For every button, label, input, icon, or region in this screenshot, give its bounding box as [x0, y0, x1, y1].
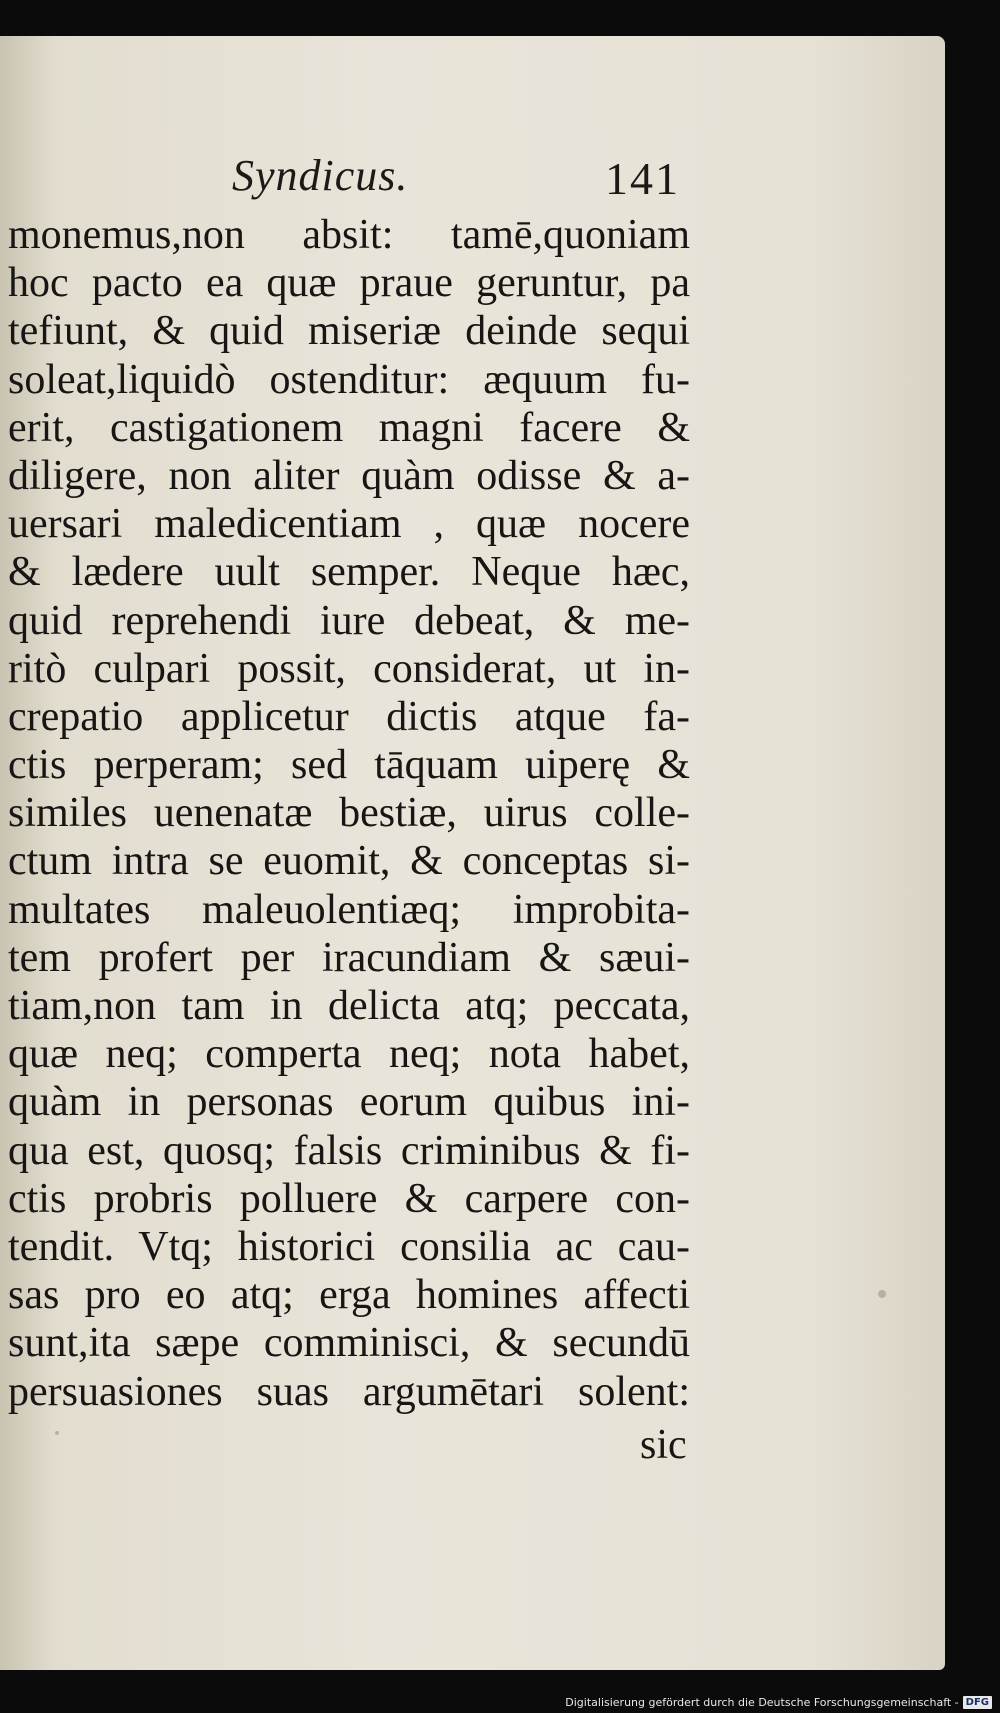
catchword: sic — [640, 1422, 687, 1468]
text-line: erit, castigationem magni facere & — [8, 404, 690, 451]
text-line: qua est, quosq; falsis criminibus & fi- — [8, 1127, 690, 1174]
text-line: monemus,non absit: tamē,quoniam — [8, 212, 690, 258]
text-line: similes uenenatæ bestiæ, uirus colle- — [8, 790, 690, 837]
text-line: tendit. Vtq; historici consilia ac cau- — [8, 1223, 690, 1270]
dfg-logo-icon: DFG — [963, 1696, 992, 1709]
text-line: tefiunt, & quid miseriæ deinde sequi — [8, 308, 690, 355]
digitization-credit — [565, 1696, 992, 1709]
text-line: quàm in personas eorum quibus ini- — [8, 1079, 690, 1126]
text-line: tiam,non tam in delicta atq; peccata, — [8, 983, 690, 1029]
page-header — [0, 146, 700, 206]
book-page — [0, 36, 945, 1670]
text-line: quid reprehendi iure debeat, & me- — [8, 597, 690, 644]
text-line: ritò culpari possit, considerat, ut in- — [8, 645, 690, 692]
text-line: sunt,ita sæpe comminisci, & secundū — [8, 1320, 690, 1367]
text-block — [8, 211, 690, 1416]
text-line: ctis probris polluere & carpere con- — [8, 1175, 690, 1222]
text-line: uersari maledicentiam , quæ nocere — [8, 501, 690, 548]
credit-text: Digitalisierung gefördert durch die Deutsche Forschungsgemeinschaft - — [565, 1696, 959, 1709]
text-line: hoc pacto ea quæ praue geruntur, pa — [8, 260, 690, 307]
paper-stain — [878, 1290, 886, 1298]
text-line: sas pro eo atq; erga homines affecti — [8, 1272, 690, 1319]
text-line: multates maleuolentiæq; improbita- — [8, 886, 690, 933]
text-line: soleat,liquidò ostenditur: æquum fu- — [8, 356, 690, 403]
paper-stain — [55, 1431, 59, 1435]
text-line: quæ neq; comperta neq; nota habet, — [8, 1031, 690, 1078]
text-line: & lædere uult semper. Neque hæc, — [8, 549, 690, 596]
text-line: persuasiones suas argumētari solent: — [8, 1368, 690, 1415]
text-line: ctis perperam; sed tāquam uiperę & — [8, 742, 690, 789]
text-line: ctum intra se euomit, & conceptas si- — [8, 838, 690, 885]
text-line: tem profert per iracundiam & sæui- — [8, 934, 690, 981]
text-line: crepatio applicetur dictis atque fa- — [8, 693, 690, 740]
running-head: Syndicus. — [232, 151, 409, 200]
page-number: 141 — [605, 153, 680, 204]
text-line: diligere, non aliter quàm odisse & a- — [8, 452, 690, 499]
